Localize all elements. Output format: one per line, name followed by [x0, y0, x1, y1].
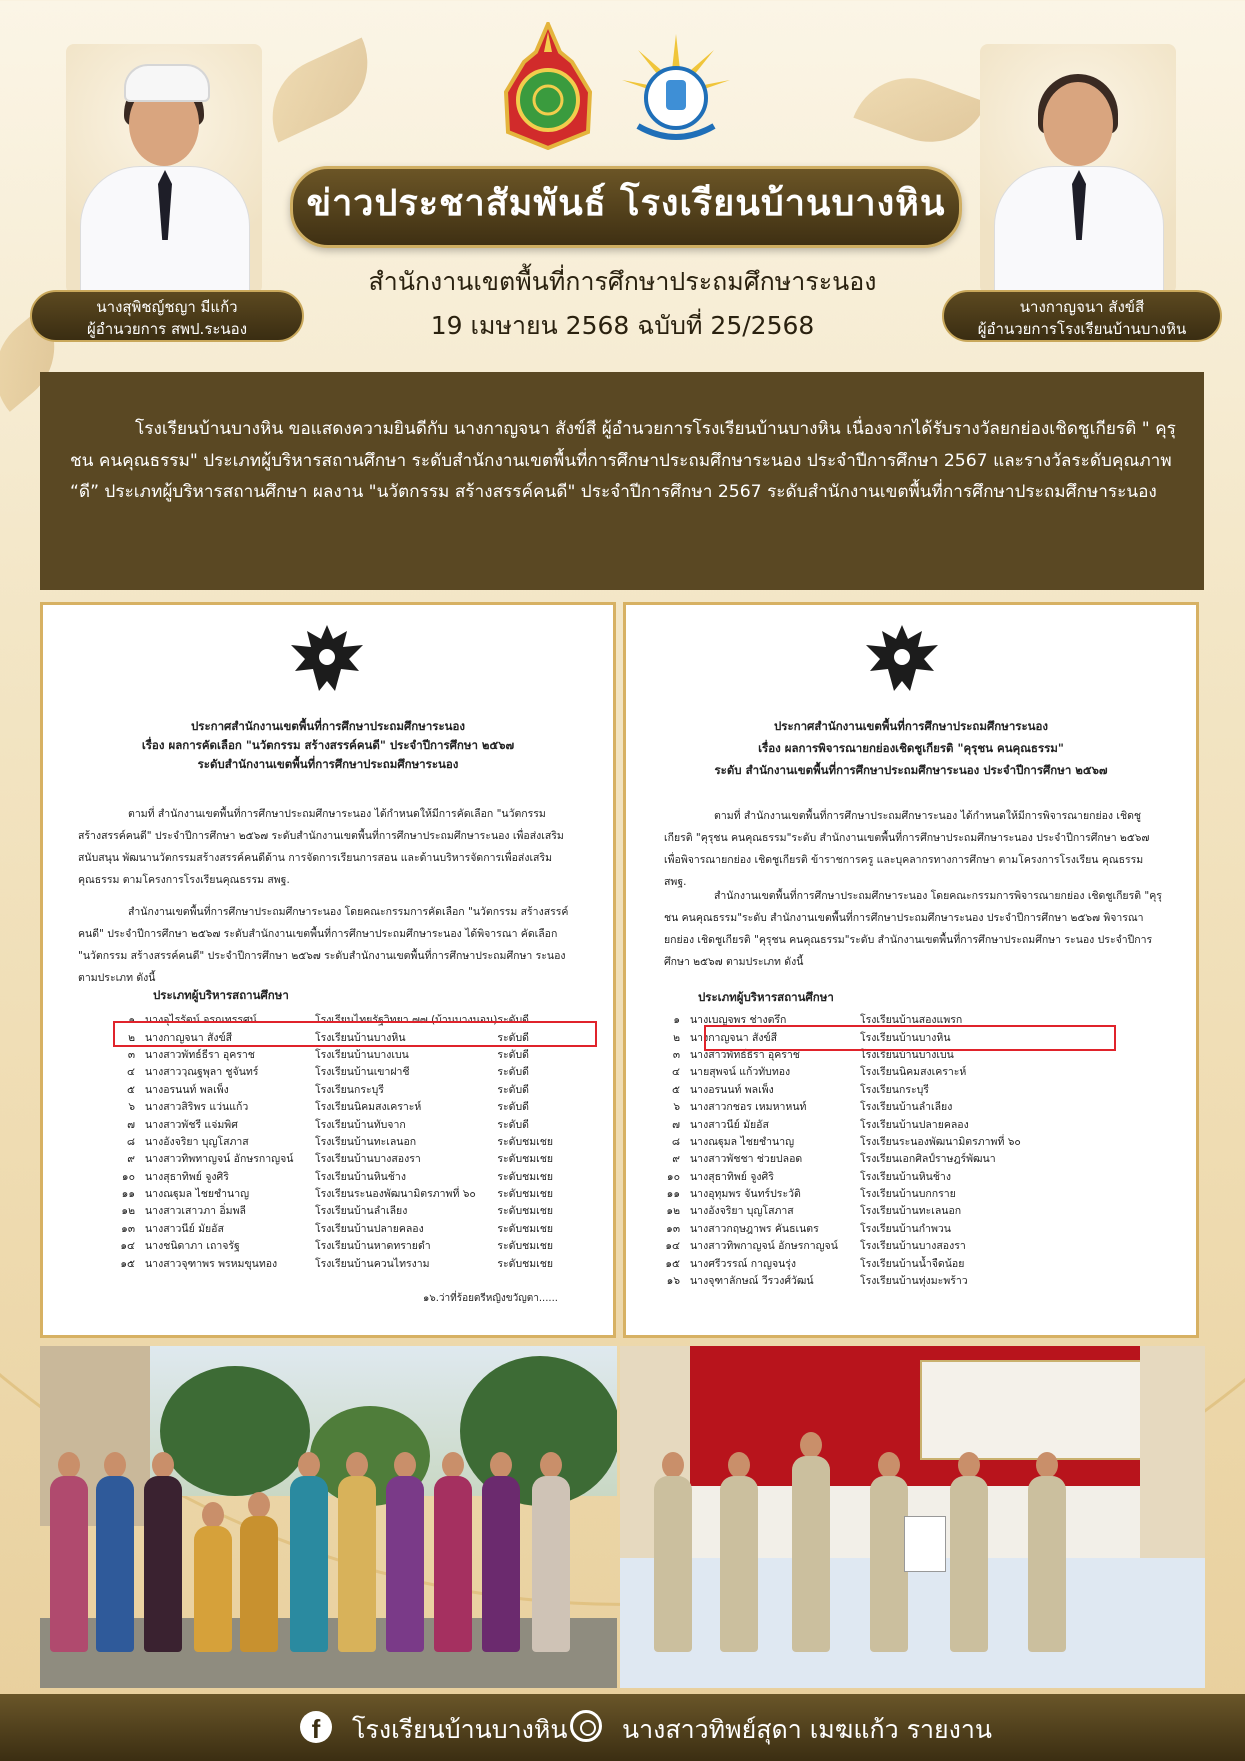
table-cell: โรงเรียนระนองพัฒนามิตรภาพที่ ๖๐	[860, 1135, 1021, 1148]
table-cell: ๑๔	[665, 1240, 680, 1253]
table-cell: นางกาญจนา สังข์สี	[690, 1031, 778, 1044]
table-cell: ระดับชมเชย	[497, 1205, 554, 1218]
table-cell: ระดับดี	[497, 1066, 529, 1079]
table-cell: ระดับดี	[497, 1014, 529, 1027]
table-cell: ๙	[672, 1153, 680, 1166]
table-cell: นายสุพจน์ แก้วทับทอง	[690, 1066, 791, 1079]
table-cell: ระดับดี	[497, 1031, 529, 1044]
table-cell: ๒	[128, 1031, 135, 1044]
table-cell: นางศรีวรรณ์ กาญจนรุ่ง	[690, 1257, 797, 1270]
table-row	[640, 1272, 1042, 1289]
table-cell: นางสาวทิพกาญจน์ อักษรกาญจน์	[690, 1240, 838, 1253]
table-cell: โรงเรียนบ้านบางเบน	[860, 1048, 954, 1061]
table-cell: ระดับชมเชย	[497, 1222, 554, 1235]
school-seal-icon	[570, 1710, 602, 1742]
highlight-box-left	[113, 1021, 597, 1047]
table-cell: นางสาวเสาวภา อิ่มพลี	[145, 1205, 246, 1218]
table-cell: ๒	[673, 1031, 680, 1044]
table-cell: โรงเรียนบ้านบางหิน	[315, 1031, 406, 1044]
doc-left-category: ประเภทผู้บริหารสถานศึกษา	[153, 988, 289, 1002]
table-cell: โรงเรียนบ้านทุ่งมะพร้าว	[860, 1275, 968, 1288]
table-cell: ๑๕	[120, 1257, 135, 1270]
table-cell: ระดับชมเชย	[497, 1188, 554, 1201]
table-cell: โรงเรียนบ้านสองแพรก	[860, 1014, 963, 1027]
table-cell: โรงเรียนบ้านหินช้าง	[315, 1170, 406, 1183]
table-cell: นางณฐุมล ไชยชำนาญ	[145, 1188, 250, 1201]
table-cell: โรงเรียนบ้านกำพวน	[860, 1222, 951, 1235]
table-cell: นางสาวนีย์ มัยอัส	[690, 1118, 769, 1131]
table-cell: นางจุฑาลักษณ์ วีรวงศ์วัฒน์	[690, 1275, 814, 1288]
table-cell: โรงเรียนบ้านทะเลนอก	[860, 1205, 962, 1218]
doc-right-header-1: ประกาศสำนักงานเขตพื้นที่การศึกษาประถมศึกษาระนอง	[773, 719, 1049, 733]
doc-right-table	[640, 1011, 1042, 1289]
table-cell: โรงเรียนบ้านน้ำจืดน้อย	[860, 1257, 965, 1270]
table-cell: โรงเรียนกระบุรี	[860, 1083, 929, 1096]
table-row	[640, 1098, 1042, 1115]
table-cell: ระดับดี	[497, 1101, 529, 1114]
table-row	[95, 1168, 553, 1185]
table-cell: โรงเรียนบ้านปลายคลอง	[315, 1222, 424, 1235]
table-cell: ๘	[126, 1135, 135, 1148]
table-cell: โรงเรียนระนองพัฒนามิตรภาพที่ ๖๐	[315, 1188, 476, 1201]
table-row	[640, 1150, 1042, 1167]
table-cell: นางกาญจนา สังข์สี	[145, 1031, 233, 1044]
doc-right-para-2: สำนักงานเขตพื้นที่การศึกษาประถมศึกษาระนอง โดยคณะกรรมการพิจารณายกย่อง เชิดชูเกียรติ "คุรุชน คนคุณธรรม"ระดับ สำนักงานเขตพื้นที่การศึกษาประถมศึกษาระนอง ประจำปีการศึกษา ๒๕๖๗ พิจารณายกย่อง เชิดชูเกียรติ "คุรุชน คนคุณธรรม"ระดับ สำนักงานเขตพื้นที่การศึกษาประถมศึกษา ระนอง ประจำปีการศึกษา ๒๕๖๗ ตามประเภท ดังนี้	[664, 890, 1162, 968]
table-cell: โรงเรียนไทยรัฐวิทยา ๗๗ (บ้านบางนอน)	[315, 1014, 498, 1027]
table-cell: โรงเรียนบ้านบางหิน	[860, 1031, 951, 1044]
table-row	[640, 1133, 1042, 1150]
doc-left-table	[95, 1011, 553, 1272]
table-cell: นางอังจริยา บุญโสภาส	[690, 1205, 794, 1218]
right-person-position: ผู้อำนวยการโรงเรียนบ้านบางหิน	[977, 320, 1187, 338]
table-cell: นางสาววฺณฐพุลา ชูจันทร์	[145, 1066, 259, 1079]
announcement-text: โรงเรียนบ้านบางหิน ขอแสดงความยินดีกับ นางกาญจนา สังข์สี ผู้อำนวยการโรงเรียนบ้านบางหิน เนื่องจากได้รับรางวัลยกย่องเชิดชูเกียรติ " คุรุชน คนคุณธรรม" ประเภทผู้บริหารสถานศึกษา ระดับสำนักงานเขตพื้นที่การศึกษาประถมศึกษาระนอง ประจำปีการศึกษา 2567 และรางวัลระดับคุณภาพ “ดี” ประเภทผู้บริหารสถานศึกษา ผลงาน "นวัตกรรม สร้างสรรค์คนดี" ประจำปีการศึกษา 2567 ระดับสำนักงานเขตพื้นที่การศึกษาประถมศึกษาระนอง	[70, 419, 1176, 502]
subtitle-issue: 19 เมษายน 2568 ฉบับที่ 25/2568	[430, 311, 815, 340]
table-cell: ระดับชมเชย	[497, 1153, 554, 1166]
table-cell: โรงเรียนนิคมสงเคราะห์	[860, 1066, 967, 1079]
table-row	[95, 1254, 553, 1271]
table-cell: โรงเรียนบ้านลำเลียง	[315, 1205, 408, 1218]
title-banner	[290, 166, 962, 248]
doc-left-header-1: ประกาศสำนักงานเขตพื้นที่การศึกษาประถมศึกษาระนอง	[190, 719, 466, 733]
portrait-left-director	[66, 44, 262, 294]
table-cell: ระดับชมเชย	[497, 1240, 554, 1253]
table-cell: โรงเรียนกระบุรี	[315, 1083, 384, 1096]
table-cell: ๑๑	[666, 1188, 680, 1201]
table-cell: โรงเรียนบ้านบางสองรา	[860, 1240, 966, 1253]
garuda-emblem-icon	[862, 621, 942, 701]
table-cell: นางอรนนท์ พลเพ็ง	[690, 1083, 774, 1096]
table-row	[640, 1185, 1042, 1202]
table-cell: โรงเรียนบ้านเขาฝาชี	[315, 1066, 410, 1079]
table-cell: นางสาวพัทธ์ธีรา อุคราช	[690, 1048, 800, 1061]
table-cell: ๖	[128, 1101, 135, 1114]
table-cell: ๑๖	[666, 1275, 680, 1288]
table-cell: นางชนิดาภา เถาจรัฐ	[145, 1240, 240, 1253]
table-row	[640, 1115, 1042, 1132]
table-row	[640, 1220, 1042, 1237]
table-cell: นางสาวทิพทาญจน์ อักษรกาญจน์	[145, 1153, 294, 1166]
table-cell: โรงเรียนบ้านหินช้าง	[860, 1170, 951, 1183]
table-row	[640, 1081, 1042, 1098]
table-row	[95, 1115, 553, 1132]
table-cell: นางอุทุมพร จันทร์ประวัติ	[690, 1188, 801, 1201]
doc-left-header-3: ระดับสำนักงานเขตพื้นที่การศึกษาประถมศึกษาระนอง	[197, 757, 459, 771]
table-cell: นางเบญจพร ช่างตรึก	[690, 1014, 787, 1027]
table-cell: ๑๐	[666, 1170, 680, 1183]
table-row	[640, 1254, 1042, 1271]
table-cell: ระดับชมเชย	[497, 1170, 554, 1183]
table-cell: ระดับดี	[497, 1118, 529, 1131]
table-cell: นางจุไรรัตน์ จรณทรรศน์	[145, 1014, 257, 1027]
table-cell: ๙	[127, 1153, 135, 1166]
table-cell: ระดับดี	[497, 1083, 529, 1096]
table-row	[95, 1185, 553, 1202]
table-row	[95, 1237, 553, 1254]
table-cell: นางสาวพัชชา ช่วยปลอด	[690, 1153, 803, 1166]
table-cell: โรงเรียนนิคมสงเคราะห์	[315, 1101, 422, 1114]
table-cell: โรงเรียนเอกศิลป์ราษฎร์พัฒนา	[860, 1153, 996, 1166]
right-person-name: นางกาญจนา สังข์สี	[1019, 298, 1145, 316]
table-cell: นางสาวกชอร เหมหาหนท์	[690, 1101, 807, 1114]
table-cell: โรงเรียนบ้านบางเบน	[315, 1048, 409, 1061]
right-name-banner	[942, 290, 1222, 342]
table-cell: ระดับชมเชย	[497, 1135, 554, 1148]
table-cell: ๔	[127, 1066, 135, 1079]
table-cell: ๗	[127, 1118, 135, 1131]
table-cell: นางสาวสิริพร แว่นแก้ว	[145, 1101, 249, 1114]
table-cell: นางสาวพัทธ์ธีรา อุคราช	[145, 1048, 255, 1061]
table-cell: ๑๓	[121, 1222, 135, 1235]
photo-group-thai-costume	[40, 1346, 617, 1688]
table-cell: โรงเรียนบ้านหาดทรายดำ	[315, 1240, 431, 1253]
table-row	[640, 1237, 1042, 1254]
table-cell: ระดับดี	[497, 1048, 529, 1061]
table-cell: ๑๓	[666, 1222, 680, 1235]
page-title: ข่าวประชาสัมพันธ์ โรงเรียนบ้านบางหิน	[306, 183, 946, 224]
document-right	[623, 602, 1199, 1338]
table-cell: ระดับชมเชย	[497, 1257, 554, 1270]
table-cell: ๔	[672, 1066, 680, 1079]
left-name-banner	[30, 290, 304, 342]
doc-right-para-1: ตามที่ สำนักงานเขตพื้นที่การศึกษาประถมศึกษาระนอง ได้กำหนดให้มีการพิจารณายกย่อง เชิดชูเกียรติ "คุรุชน คนคุณธรรม"ระดับ สำนักงานเขตพื้นที่การศึกษาประถมศึกษาระนอง ประจำปีการศึกษา ๒๕๖๗ เพื่อพิจารณายกย่อง เชิดชูเกียรติ ข้าราชการครู และบุคลากรทางการศึกษา ตามโครงการโรงเรียน คุณธรรม สพฐ.	[664, 810, 1150, 888]
table-cell: ๑๒	[666, 1205, 680, 1218]
table-cell: ๗	[672, 1118, 680, 1131]
table-row	[95, 1046, 553, 1063]
table-row	[95, 1220, 553, 1237]
table-cell: โรงเรียนบ้านบกกราย	[860, 1188, 956, 1201]
garuda-emblem-icon	[287, 621, 367, 701]
table-cell: นางณฐุมล ไชยชำนาญ	[690, 1135, 795, 1148]
table-cell: โรงเรียนบ้านทะเลนอก	[315, 1135, 417, 1148]
left-person-name: นางสุพิชญ์ชญา มีแก้ว	[96, 298, 238, 316]
portrait-right-director	[980, 44, 1176, 294]
table-cell: นางอังจริยา บุญโสภาส	[145, 1135, 249, 1148]
table-row	[95, 1098, 553, 1115]
table-cell: ๖	[673, 1101, 680, 1114]
facebook-page-link[interactable]: โรงเรียนบ้านบางหิน	[352, 1715, 568, 1744]
doc-left-signature: ๑๖.ว่าที่ร้อยตรีหญิงขวัญตา......	[423, 1293, 558, 1304]
table-row	[95, 1063, 553, 1080]
table-cell: ๕	[672, 1083, 680, 1096]
doc-right-header-3: ระดับ สำนักงานเขตพื้นที่การศึกษาประถมศึกษาระนอง ประจำปีการศึกษา ๒๕๖๗	[714, 763, 1108, 777]
table-cell: ๑๔	[120, 1240, 135, 1253]
table-cell: นางสาวจุฑาพร พรหมขุนทอง	[145, 1257, 278, 1270]
table-cell: โรงเรียนบ้านทับจาก	[315, 1118, 406, 1131]
highlight-box-right	[704, 1025, 1116, 1051]
school-emblem-logo	[618, 30, 734, 142]
table-cell: โรงเรียนบ้านควนไทรงาม	[315, 1257, 430, 1270]
table-cell: นางสาวนีย์ มัยอัส	[145, 1222, 224, 1235]
reporter-credit: นางสาวทิพย์สุดา เมฆแก้ว รายงาน	[622, 1715, 993, 1744]
obec-emblem-logo	[500, 22, 596, 150]
doc-left-para-2: สำนักงานเขตพื้นที่การศึกษาประถมศึกษาระนอง โดยคณะกรรมการคัดเลือก "นวัตกรรม สร้างสรรค์คนดี" ประจำปีการศึกษา ๒๕๖๗ ระดับสำนักงานเขตพื้นที่การศึกษาประถมศึกษาระนอง ได้พิจารณา คัดเลือก "นวัตกรรม สร้างสรรค์คนดี" ประจำปีการศึกษา ๒๕๖๗ ระดับสำนักงานเขตพื้นที่การศึกษาประถมศึกษา ระนอง ตามประเภท ดังนี้	[78, 906, 569, 984]
table-row	[640, 1063, 1042, 1080]
table-cell: ๑๒	[121, 1205, 135, 1218]
table-cell: โรงเรียนบ้านบางสองรา	[315, 1153, 421, 1166]
table-row	[95, 1202, 553, 1219]
table-row	[640, 1202, 1042, 1219]
table-cell: นางสาวพัชรี แจ่มพิศ	[145, 1118, 238, 1131]
table-row	[95, 1133, 553, 1150]
table-row	[95, 1150, 553, 1167]
table-cell: ๓	[127, 1048, 135, 1061]
left-person-position: ผู้อำนวยการ สพป.ระนอง	[86, 320, 248, 338]
table-cell: ๕	[127, 1083, 135, 1096]
doc-left-header-2: เรื่อง ผลการคัดเลือก "นวัตกรรม สร้างสรรค์คนดี" ประจำปีการศึกษา ๒๕๖๗	[141, 738, 515, 752]
table-cell: นางสาวกฤษฎาพร คันธเนตร	[690, 1222, 819, 1235]
doc-right-header-2: เรื่อง ผลการพิจารณายกย่องเชิดชูเกียรติ "คุรุชน คนคุณธรรม"	[758, 741, 1064, 755]
table-cell: ๑๐	[121, 1170, 135, 1183]
table-cell: โรงเรียนบ้านลำเลียง	[860, 1101, 953, 1114]
table-cell: ๑๕	[665, 1257, 680, 1270]
table-cell: นางสุธาทิพย์ จูงศิริ	[690, 1170, 774, 1183]
table-row	[95, 1081, 553, 1098]
doc-left-para-1: ตามที่ สำนักงานเขตพื้นที่การศึกษาประถมศึกษาระนอง ได้กำหนดให้มีการคัดเลือก "นวัตกรรม สร้างสรรค์คนดี" ประจำปีการศึกษา ๒๕๖๗ ระดับสำนักงานเขตพื้นที่การศึกษาประถมศึกษาระนอง เพื่อส่งเสริม สนับสนุน พัฒนานวัตกรรมสร้างสรรค์คนดีด้าน การจัดการเรียนการสอน และด้านบริหารจัดการเพื่อส่งเสริม คุณธรรม ตามโครงการโรงเรียนคุณธรรม สพฐ.	[78, 808, 564, 886]
table-cell: ๑	[128, 1014, 135, 1027]
announcement-box	[40, 372, 1204, 590]
facebook-icon[interactable]: f	[300, 1711, 332, 1743]
table-cell: ๑	[673, 1014, 680, 1027]
doc-right-category: ประเภทผู้บริหารสถานศึกษา	[698, 990, 834, 1004]
table-row	[640, 1168, 1042, 1185]
subtitle-office: สำนักงานเขตพื้นที่การศึกษาประถมศึกษาระนอง	[368, 267, 877, 296]
table-cell: ๓	[672, 1048, 680, 1061]
document-left	[40, 602, 616, 1338]
table-cell: นางอรนนท์ พลเพ็ง	[145, 1083, 229, 1096]
table-cell: ๑๑	[121, 1188, 135, 1201]
table-cell: ๘	[671, 1135, 680, 1148]
table-cell: นางสุธาทิพย์ จูงศิริ	[145, 1170, 229, 1183]
table-cell: โรงเรียนบ้านปลายคลอง	[860, 1118, 969, 1131]
footer-bar	[0, 1694, 1245, 1761]
photo-group-scout-uniform	[620, 1346, 1205, 1688]
